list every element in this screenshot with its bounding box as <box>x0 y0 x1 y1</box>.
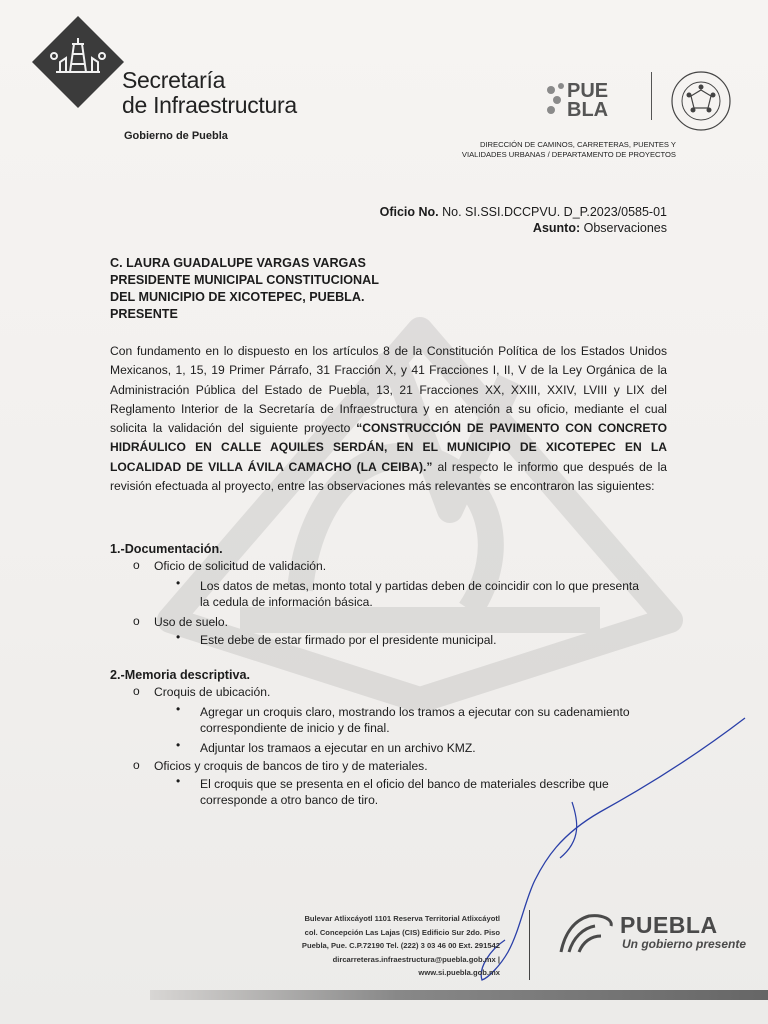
addressee-line: DEL MUNICIPIO DE XICOTEPEC, PUEBLA. <box>110 290 365 304</box>
list-item-line: la cedula de información básica. <box>200 595 373 609</box>
secretaria-title-line2: de Infraestructura <box>122 92 297 118</box>
list-item-line: corresponde a otro banco de tiro. <box>200 793 379 807</box>
body-intro: Con fundamento en lo dispuesto en los artículos 8 de la Constitución Política de los Estados Unidos Mexicanos, 1, 15, 19 Primer Párrafo, 31 Fracción X, y 41 Fracciones I, II, V de la Ley Orgánica de la Administración Pública del Estado de Puebla, 13, 21 Fracciones XX, XXIII, XXIV, LVIII y LIX del Reglamento Interior de la Secretaría de Infraestructura y en atención a su oficio, mediante el cual solicita la validación del siguiente proyecto <box>110 344 667 436</box>
addressee-line: C. LAURA GUADALUPE VARGAS VARGAS <box>110 256 366 270</box>
dot-bullet-icon: • <box>176 630 181 644</box>
list-item: Uso de suelo. <box>154 615 228 629</box>
footer-line: col. Concepción Las Lajas (CIS) Edificio Sur 2do. Piso <box>304 927 500 937</box>
list-item: Este debe de estar firmado por el presidente municipal. <box>200 633 497 647</box>
footer-line: Bulevar Atlixcáyotl 1101 Reserva Territorial Atlixcáyotl <box>304 914 500 923</box>
project-name: “CONSTRUCCIÓN DE PAVIMENTO CON CONCRETO HIDRÁULICO EN CALLE AQUILES SERDÁN, EN EL MUNICIPIO DE XICOTEPEC EN LA LOCALIDAD DE VILLA ÁVILA CAMACHO (LA CEIBA).” <box>110 421 667 474</box>
section-2-title: 2.-Memoria descriptiva. <box>110 668 250 682</box>
dot-bullet-icon: • <box>176 576 181 590</box>
footer-line: Puebla, Pue. C.P.72190 Tel. (222) 3 03 46 00 Ext. 291542 <box>301 941 500 950</box>
list-item-line: Agregar un croquis claro, mostrando los tramos a ejecutar con su cadenamiento <box>200 705 630 719</box>
gobierno-label: Gobierno de Puebla <box>124 130 228 142</box>
footer-line: dircarreteras.infraestructura@puebla.gob.mx | www.si.puebla.gob.mx <box>332 954 500 977</box>
list-item-line: Los datos de metas, monto total y partidas deben de coincidir con lo que presenta <box>200 579 640 593</box>
oficio-label: Oficio No. <box>379 205 439 219</box>
footer-divider <box>529 910 530 980</box>
list-item-line: El croquis que se presenta en el oficio del banco de materiales describe que <box>200 777 609 791</box>
list-item: Oficios y croquis de bancos de tiro y de materiales. <box>154 759 428 773</box>
addressee-line: PRESENTE <box>110 307 178 321</box>
puebla-logo-top: PUE <box>567 80 609 102</box>
circle-bullet-icon: o <box>133 558 140 572</box>
list-item: Croquis de ubicación. <box>154 685 271 699</box>
circle-bullet-icon: o <box>133 614 140 628</box>
circle-bullet-icon: o <box>133 758 140 772</box>
circle-bullet-icon: o <box>133 684 140 698</box>
bottom-bar <box>150 990 768 1000</box>
addressee-line: PRESIDENTE MUNICIPAL CONSTITUCIONAL <box>110 273 379 287</box>
puebla-footer-brand: PUEBLA <box>620 912 718 938</box>
footer-address <box>250 912 500 980</box>
dot-bullet-icon: • <box>176 738 181 752</box>
puebla-footer-emblem-icon <box>555 912 617 956</box>
direccion-line1: DIRECCIÓN DE CAMINOS, CARRETERAS, PUENTES Y <box>479 140 676 149</box>
body-end: al respecto le informo que después de la revisión efectuada al proyecto, entre las observaciones más relevantes se encontraron las siguientes: <box>110 459 667 494</box>
list-item: Adjuntar los tramaos a ejecutar en un archivo KMZ. <box>200 741 476 755</box>
list-item: Oficio de solicitud de validación. <box>154 559 327 573</box>
section-1-title: 1.-Documentación. <box>110 542 223 556</box>
oficio-value: No. SI.SSI.DCCPVU. D_P.2023/0585-01 <box>442 205 667 219</box>
asunto-value: Observaciones <box>583 221 667 235</box>
list-item-line: correspondiente de inicio y de final. <box>200 721 390 735</box>
dot-bullet-icon: • <box>176 702 181 716</box>
secretaria-title-line1: Secretaría <box>122 67 226 93</box>
dot-bullet-icon: • <box>176 774 181 788</box>
puebla-logo-bottom: BLA <box>567 99 609 118</box>
puebla-footer-slogan: Un gobierno presente <box>622 937 747 951</box>
asunto-label: Asunto: <box>532 221 581 235</box>
direccion-line2: VIALIDADES URBANAS / DEPARTAMENTO DE PROYECTOS <box>461 150 676 159</box>
